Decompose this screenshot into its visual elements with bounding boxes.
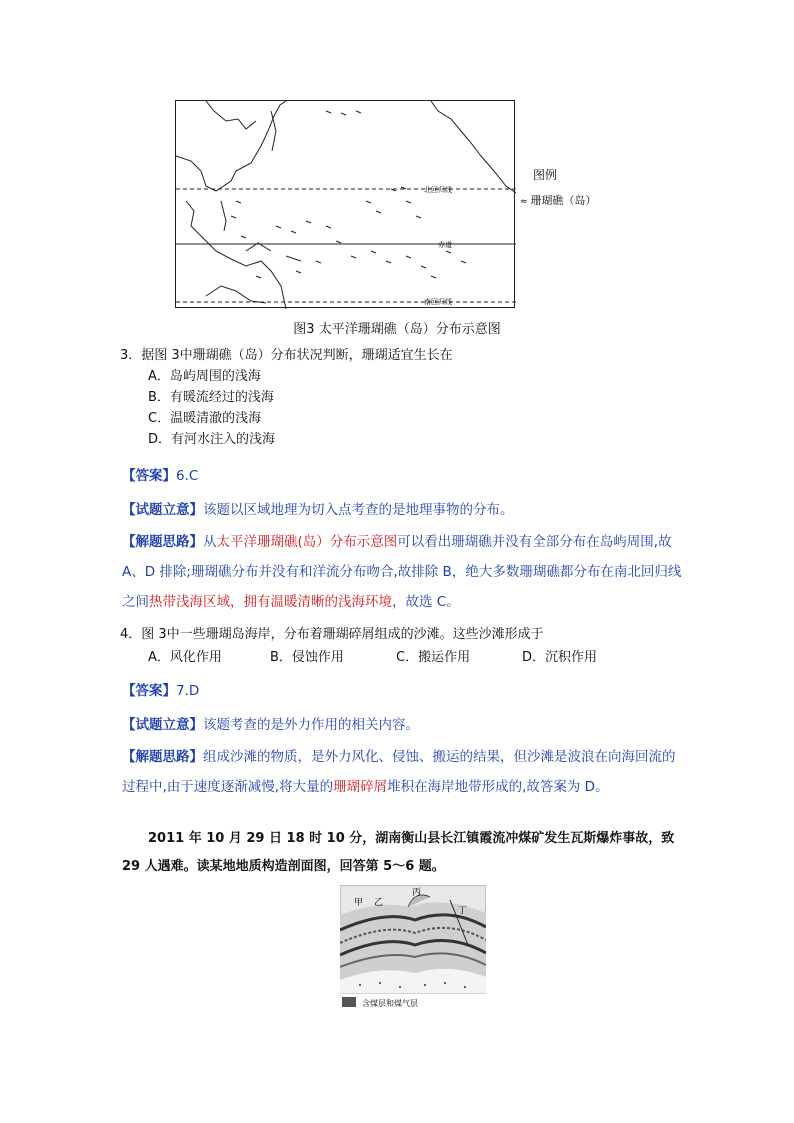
q3-intent: 【试题立意】该题以区域地理为切入点考查的是地理事物的分布。 <box>122 502 514 518</box>
pacific-coral-map <box>175 100 515 308</box>
map-caption: 图3 太平洋珊瑚礁（岛）分布示意图 <box>293 322 501 337</box>
north-tropic-label: 北回归线 <box>424 186 452 194</box>
q4-option-d: D．沉积作用 <box>522 650 598 665</box>
geo-label-bing: 丙 <box>412 888 422 898</box>
geology-drawing <box>340 885 486 1012</box>
map-legend-title: 图例 <box>533 168 558 182</box>
q3-analysis: 【解题思路】从太平洋珊瑚礁(岛）分布示意图可以看出珊瑚礁并没有全部分布在岛屿周围,故 A、D 排除;珊瑚礁分布并没有和洋流分布吻合,故排除 B，绝大多数珊瑚礁都分布在南北回归线之间热带浅海区域，拥有温暖清晰的浅海环境，故选 C。 <box>122 534 682 610</box>
q4-options <box>148 646 668 666</box>
q4-stem: 4．图 3中一些珊瑚岛海岸，分布着珊瑚碎屑组成的沙滩。这些沙滩形成于 <box>120 627 544 642</box>
q4-option-b: B．侵蚀作用 <box>270 650 344 665</box>
map-legend-item: ≈ 珊瑚礁（岛） <box>520 194 597 207</box>
south-tropic-label: 南回归线 <box>424 298 452 306</box>
q4-intent: 【试题立意】该题考查的是外力作用的相关内容。 <box>122 717 419 733</box>
intro-paragraph: 2011 年 10 月 29 日 18 时 10 分，湖南衡山县长江镇霞流冲煤矿发生瓦斯爆炸事故，致 29 人遇难。读某地地质构造剖面图，回答第 5～6 题。 <box>122 831 675 874</box>
equator-label: 赤道 <box>438 241 452 249</box>
coral-reef-marks <box>231 111 466 278</box>
coral-symbol-icon: ≈ <box>520 197 531 207</box>
q4-option-c: C．搬运作用 <box>396 650 471 665</box>
geo-label-yi: 乙 <box>374 898 384 908</box>
q4-option-a: A．风化作用 <box>148 650 222 665</box>
geology-cross-section <box>340 885 486 1012</box>
q3-option-d: D．有河水注入的浅海 <box>148 432 276 447</box>
q3-option-a: A．岛屿周围的浅海 <box>148 369 261 384</box>
geo-label-ding: 丁 <box>458 906 468 916</box>
q4-analysis: 【解题思路】组成沙滩的物质，是外力风化、侵蚀、搬运的结果，但沙滩是波浪在向海回流的过程中,由于速度逐渐减慢,将大量的珊瑚碎屑堆积在海岸地带形成的,故答案为 D。 <box>122 749 676 795</box>
q3-answer: 【答案】6.C <box>122 468 199 484</box>
q3-option-b: B．有暖流经过的浅海 <box>148 390 274 405</box>
geo-label-jia: 甲 <box>354 898 364 908</box>
q4-answer: 【答案】7.D <box>122 683 200 699</box>
map-drawing <box>176 101 516 309</box>
q3-option-c: C．温暖清澈的浅海 <box>148 411 262 426</box>
q3-stem: 3．据图 3中珊瑚礁（岛）分布状况判断，珊瑚适宜生长在 <box>120 348 453 363</box>
geo-legend: 含煤层和煤气层 <box>362 999 418 1008</box>
